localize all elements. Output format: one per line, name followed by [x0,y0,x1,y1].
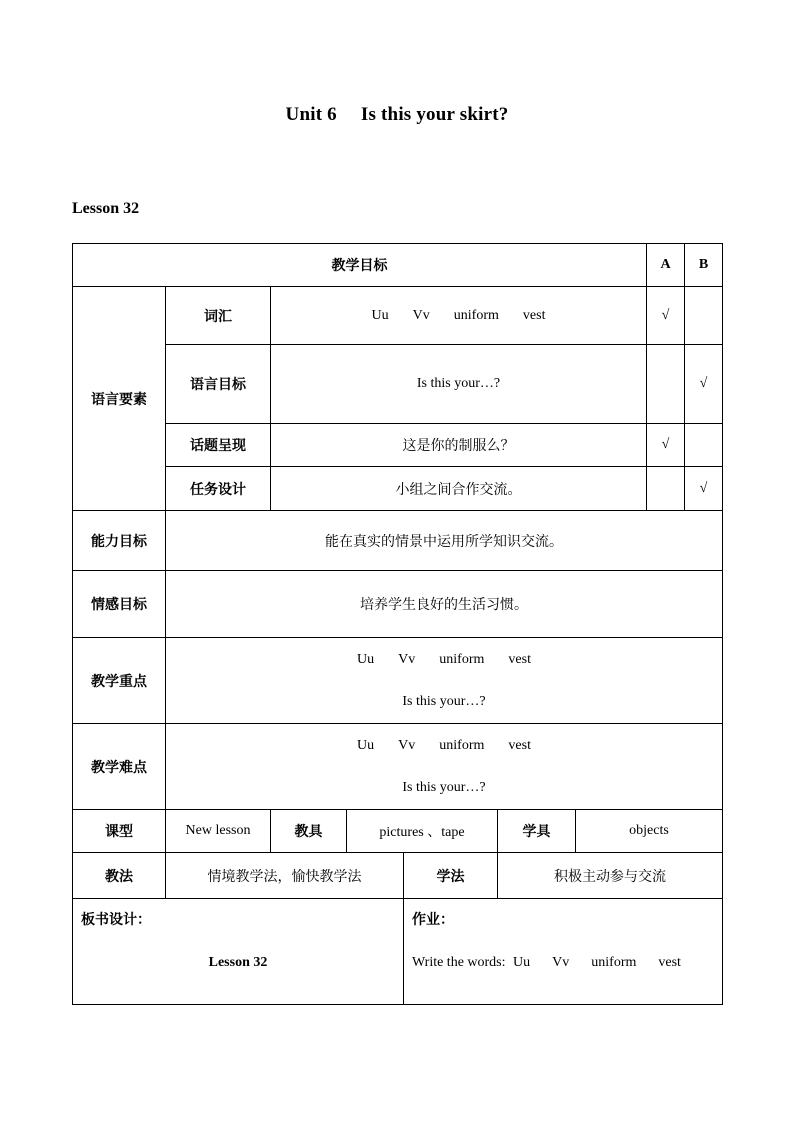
goal-row [73,345,723,424]
ability-content: 能在真实的情景中运用所学知识交流。 [166,511,723,571]
word: vest [508,737,531,753]
word: vest [658,955,681,970]
header-a: A [647,244,685,287]
board-design-cell [73,899,404,1005]
key-point-row [73,638,723,724]
topic-content: 这是你的制服么？ [271,424,647,467]
header-row [73,244,723,287]
word: vest [522,307,546,323]
board-design-label: 板书设计： [81,912,151,928]
method-label: 教法 [73,853,166,899]
method-value: 情境教学法，愉快教学法 [166,853,404,899]
title-question: Is this your skirt? [360,104,509,125]
study-method-label: 学法 [404,853,498,899]
word: Vv [398,737,416,753]
vocab-a: √ [647,287,685,345]
word: uniform [591,955,637,970]
topic-label: 话题呈现 [166,424,271,467]
task-row [73,467,723,511]
word: uniform [439,651,485,667]
lesson-type-row [73,810,723,853]
language-goal-content: Is this your…? [271,345,647,424]
homework-label: 作业： [412,912,454,928]
lesson-type-value: New lesson [166,810,271,853]
homework-prefix: Write the words: [412,955,510,970]
word: Uu [357,651,375,667]
learning-aids-label: 学具 [498,810,576,853]
title-unit: Unit 6 [285,104,337,125]
vocab-label: 词汇 [166,287,271,345]
word: Uu [513,955,531,970]
lesson-heading: Lesson 32 [72,200,140,217]
document-title [0,104,794,126]
task-label: 任务设计 [166,467,271,511]
word: vest [508,651,531,667]
language-goal-label: 语言目标 [166,345,271,424]
task-a [647,467,685,511]
emotion-label: 情感目标 [73,571,166,638]
language-goal-b: √ [685,345,723,424]
teaching-aids-value: pictures 、tape [347,810,498,853]
learning-aids-value: objects [576,810,723,853]
word: Vv [398,651,416,667]
word: Uu [371,307,389,323]
difficulty-content [166,724,723,810]
word: Uu [357,737,375,753]
language-label: 语言要素 [73,287,166,511]
board-homework-row [73,899,723,1005]
topic-a: √ [647,424,685,467]
topic-row [73,424,723,467]
method-row [73,853,723,899]
emotion-row [73,571,723,638]
key-point-label: 教学重点 [73,638,166,724]
study-method-value: 积极主动参与交流 [498,853,723,899]
lesson-type-label: 课型 [73,810,166,853]
word: uniform [439,737,485,753]
vocab-content [271,287,647,345]
word: Vv [412,307,430,323]
key-point-content [166,638,723,724]
header-goal: 教学目标 [73,244,647,287]
homework-cell [404,899,723,1005]
language-goal-a [647,345,685,424]
board-design-content: Lesson 32 [208,955,268,970]
homework-content [412,955,714,971]
vocab-row [73,287,723,345]
difficulty-label: 教学难点 [73,724,166,810]
word: uniform [453,307,499,323]
header-b: B [685,244,723,287]
teaching-aids-label: 教具 [271,810,347,853]
word: Vv [552,955,570,970]
emotion-content: 培养学生良好的生活习惯。 [166,571,723,638]
key-point-sentence: Is this your…? [402,693,486,709]
task-b: √ [685,467,723,511]
vocab-b [685,287,723,345]
topic-b [685,424,723,467]
difficulty-sentence: Is this your…? [402,779,486,795]
lesson-plan-table [72,243,723,1005]
difficulty-row [73,724,723,810]
ability-row [73,511,723,571]
ability-label: 能力目标 [73,511,166,571]
task-content: 小组之间合作交流。 [271,467,647,511]
